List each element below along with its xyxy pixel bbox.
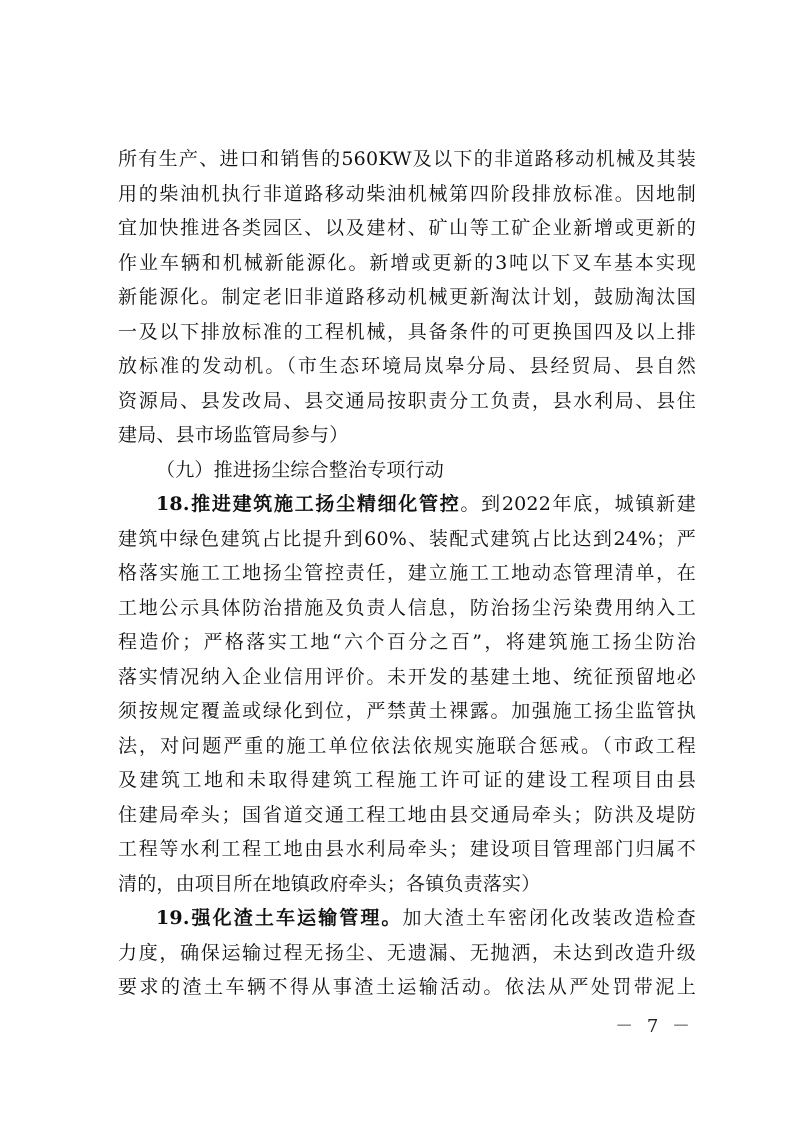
text-line: 建筑中绿色建筑占比提升到60%、装配式建筑占比达到24%；严 xyxy=(118,527,696,550)
item-lead-text: 加大渣土车密闭化改装改造检查 xyxy=(402,907,696,929)
text-line: 清的，由项目所在地镇政府牵头；各镇负责落实） xyxy=(118,872,541,895)
text-line: 用的柴油机执行非道路移动柴油机械第四阶段排放标准。因地制 xyxy=(118,182,696,205)
text-line: 格落实施工工地扬尘管控责任，建立施工工地动态管理清单，在 xyxy=(118,562,696,584)
item-lead-text: 。到2022年底，城镇新建 xyxy=(460,493,696,515)
page-number: － 7 － xyxy=(615,1016,694,1037)
item-title: 19.强化渣土车运输管理。 xyxy=(156,907,403,929)
text-line: 工程等水利工程工地由县水利局牵头；建设项目管理部门归属不 xyxy=(118,838,696,860)
item-title: 18.推进建筑施工扬尘精细化管控 xyxy=(156,493,461,515)
text-line: 力度，确保运输过程无扬尘、无遗漏、无抛洒，未达到改造升级 xyxy=(118,941,696,964)
paragraph-first-line xyxy=(118,901,696,936)
text-line: 建局、县市场监管局参与） xyxy=(118,424,349,446)
text-line: 资源局、县发改局、县交通局按职责分工负责，县水利局、县住 xyxy=(118,389,696,412)
body-text xyxy=(118,142,696,1005)
text-line: 一及以下排放标准的工程机械，具备条件的可更换国四及以上排 xyxy=(118,320,696,343)
text-line: 宜加快推进各类园区、以及建材、矿山等工矿企业新增或更新的 xyxy=(118,217,696,239)
text-line: 须按规定覆盖或绿化到位，严禁黄土裸露。加强施工扬尘监管执 xyxy=(118,700,696,722)
text-line: 作业车辆和机械新能源化。新增或更新的3吨以下叉车基本实现 xyxy=(118,251,696,274)
text-line: 法，对问题严重的施工单位依法依规实施联合惩戒。（市政工程 xyxy=(118,734,696,757)
text-line: 放标准的发动机。（市生态环境局岚皋分局、县经贸局、县自然 xyxy=(118,355,696,377)
text-line: 及建筑工地和未取得建筑工程施工许可证的建设工程项目由县 xyxy=(118,769,696,791)
text-line: 所有生产、进口和销售的560KW及以下的非道路移动机械及其装 xyxy=(118,148,696,170)
text-line: 程造价；严格落实工地“六个百分之百”，将建筑施工扬尘防治 xyxy=(118,631,696,653)
text-line: 落实情况纳入企业信用评价。未开发的基建土地、统征预留地必 xyxy=(118,665,696,688)
paragraph-item-19 xyxy=(118,901,696,1005)
paragraph-nonroad-machinery xyxy=(118,142,696,453)
text-line: 要求的渣土车辆不得从事渣土运输活动。依法从严处罚带泥上 xyxy=(118,976,696,998)
paragraph-item-18 xyxy=(118,487,696,901)
paragraph-first-line xyxy=(118,487,696,522)
text-line: 住建局牵头；国省道交通工程工地由县交通局牵头；防洪及堤防 xyxy=(118,803,696,826)
section-heading: （九）推进扬尘综合整治专项行动 xyxy=(156,458,445,481)
text-line: 新能源化。制定老旧非道路移动机械更新淘汰计划，鼓励淘汰国 xyxy=(118,286,696,308)
text-line: 工地公示具体防治措施及负责人信息，防治扬尘污染费用纳入工 xyxy=(118,596,696,619)
